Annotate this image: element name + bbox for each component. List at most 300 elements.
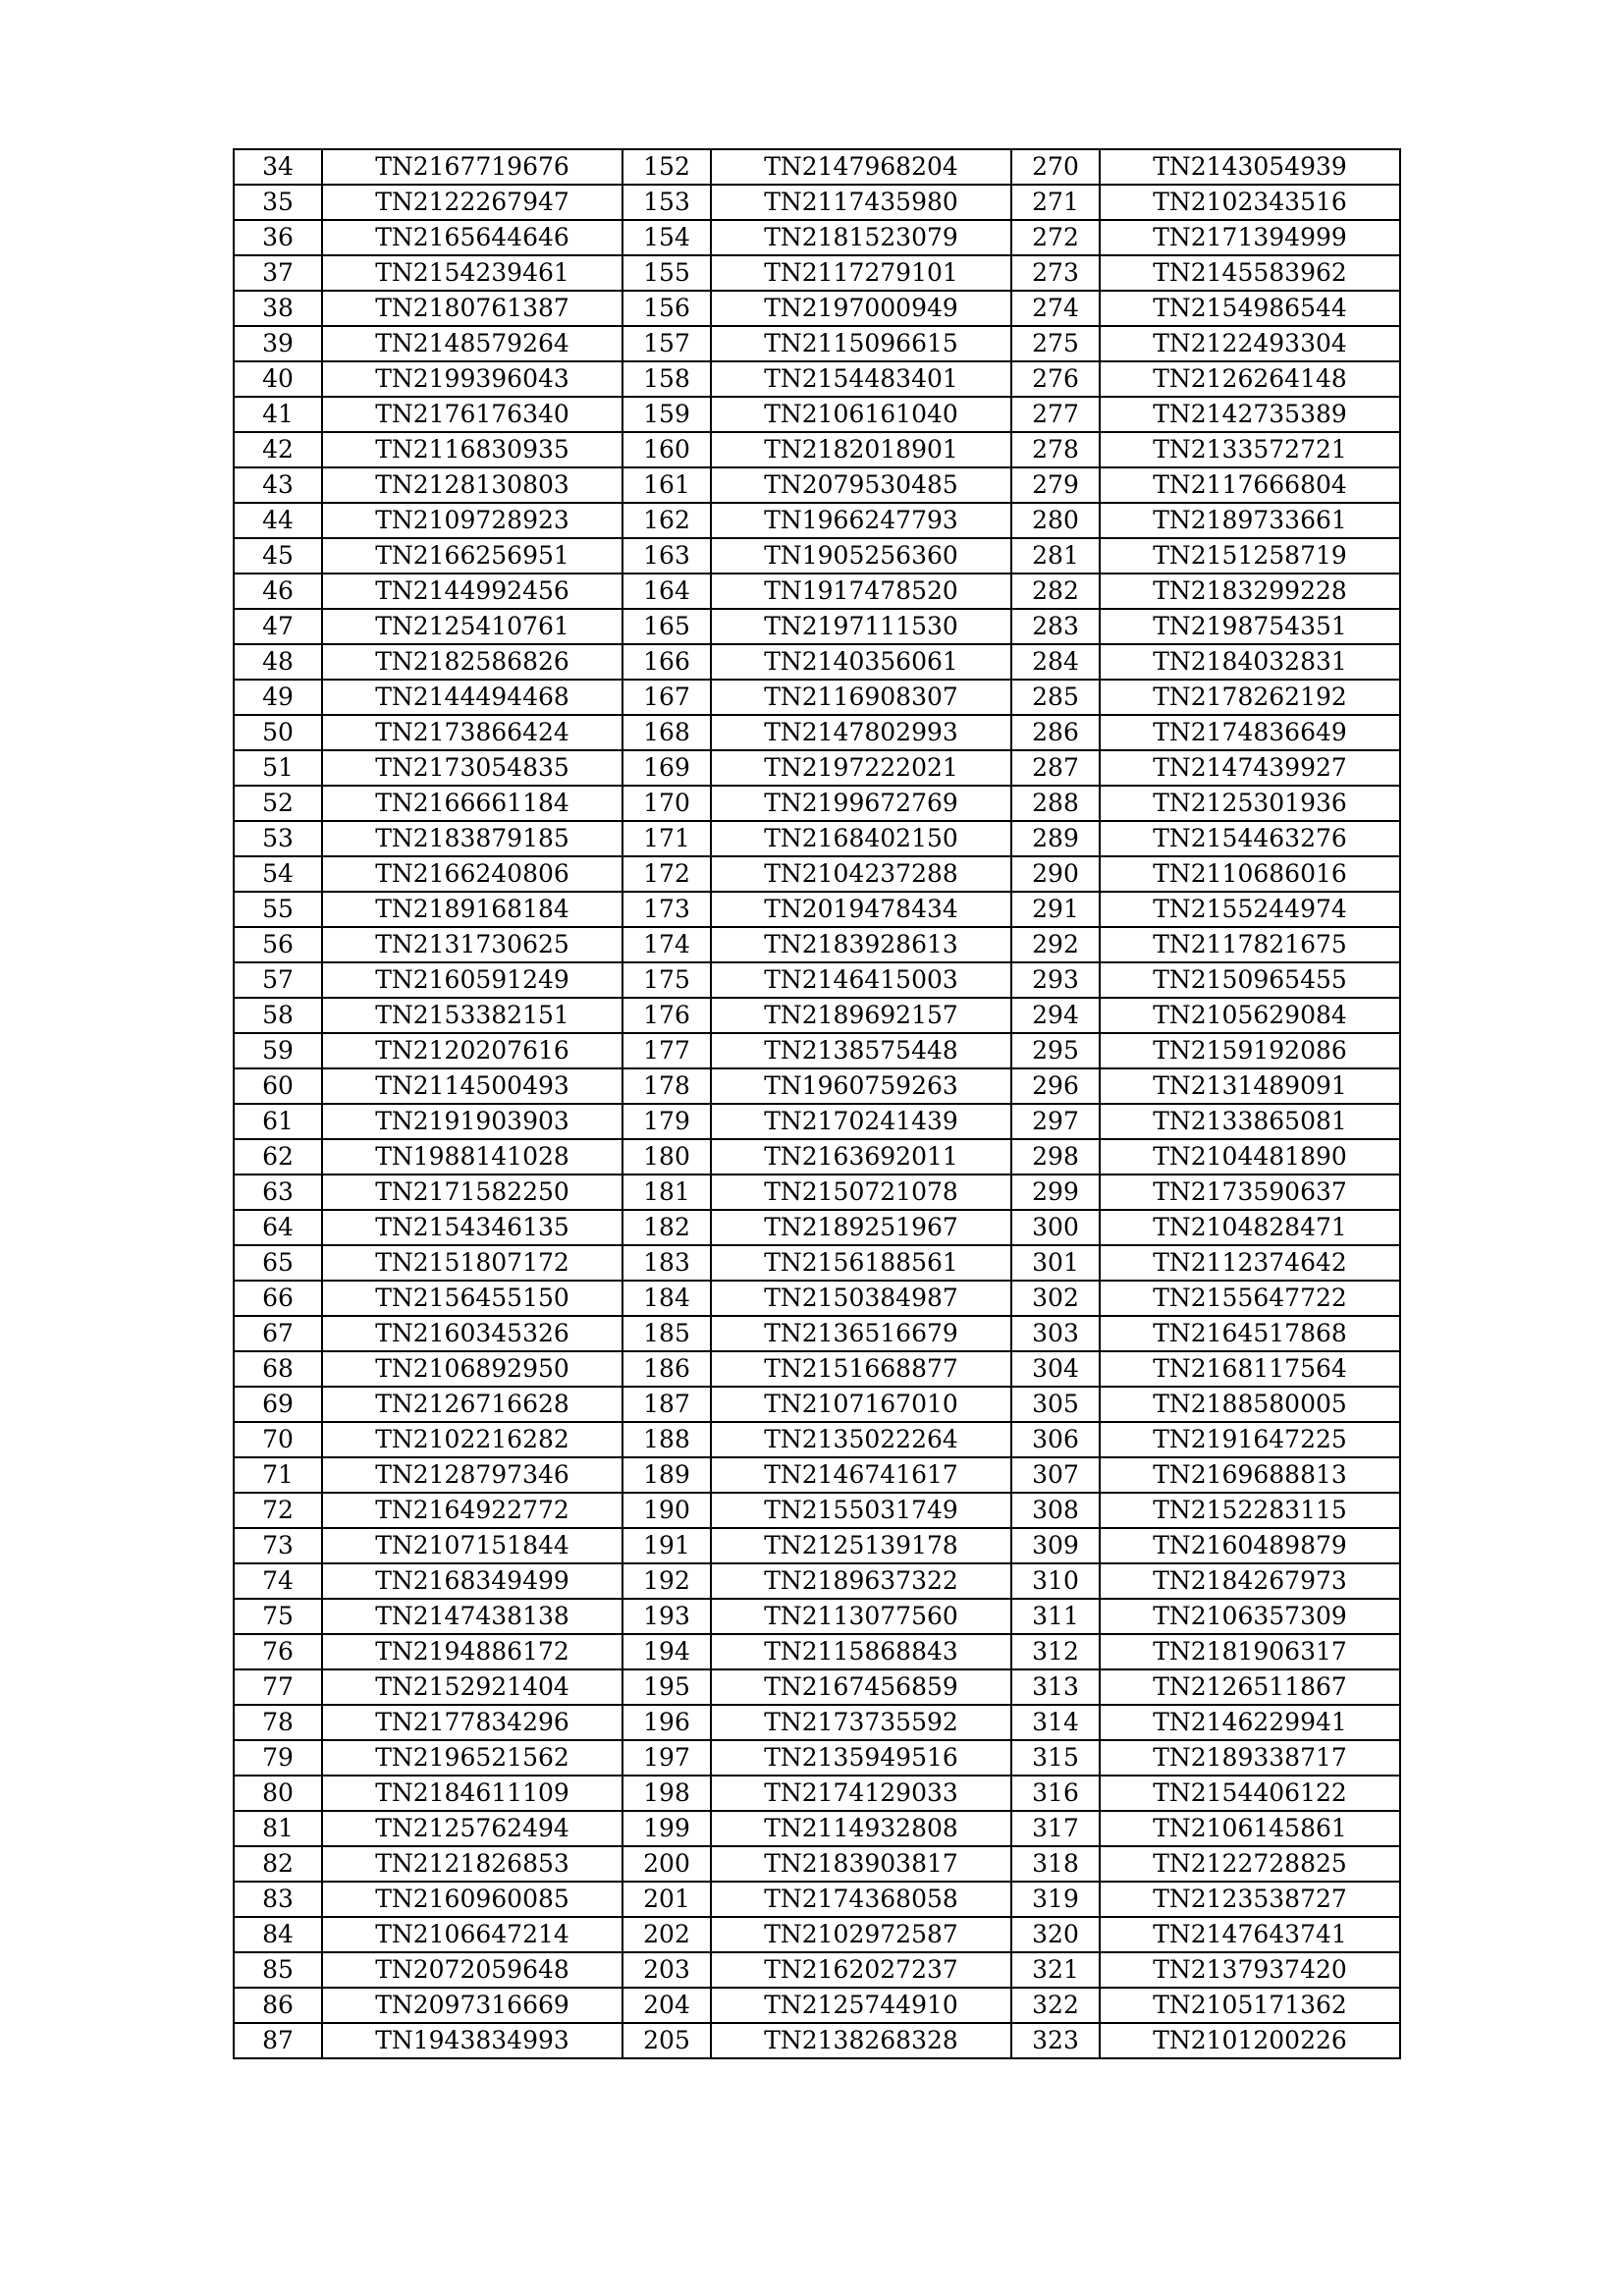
table-row — [234, 750, 1400, 786]
table-row — [234, 503, 1400, 538]
tracking-code-cell: TN2102216282 — [322, 1422, 622, 1457]
tracking-code-cell: TN2189637322 — [711, 1563, 1011, 1599]
tracking-code-cell: TN2101200226 — [1100, 2023, 1400, 2058]
table-row — [234, 1669, 1400, 1705]
tracking-code-cell: TN2150384987 — [711, 1281, 1011, 1316]
row-number-cell: 171 — [622, 821, 711, 856]
row-number-cell: 286 — [1011, 715, 1100, 750]
tracking-code-cell: TN1917478520 — [711, 574, 1011, 609]
row-number-cell: 200 — [622, 1846, 711, 1882]
row-number-cell: 73 — [234, 1528, 322, 1563]
tracking-code-cell: TN2104237288 — [711, 856, 1011, 892]
row-number-cell: 285 — [1011, 680, 1100, 715]
row-number-cell: 47 — [234, 609, 322, 644]
row-number-cell: 307 — [1011, 1457, 1100, 1493]
tracking-code-cell: TN2125139178 — [711, 1528, 1011, 1563]
tracking-code-cell: TN2110686016 — [1100, 856, 1400, 892]
table-row — [234, 361, 1400, 397]
row-number-cell: 323 — [1011, 2023, 1100, 2058]
tracking-code-cell: TN2156455150 — [322, 1281, 622, 1316]
row-number-cell: 76 — [234, 1634, 322, 1669]
tracking-code-cell: TN2173735592 — [711, 1705, 1011, 1740]
tracking-code-cell: TN2155647722 — [1100, 1281, 1400, 1316]
tracking-code-cell: TN2154239461 — [322, 255, 622, 291]
row-number-cell: 57 — [234, 962, 322, 998]
row-number-cell: 161 — [622, 467, 711, 503]
tracking-code-cell: TN2188580005 — [1100, 1387, 1400, 1422]
row-number-cell: 63 — [234, 1175, 322, 1210]
row-number-cell: 319 — [1011, 1882, 1100, 1917]
tracking-code-cell: TN2178262192 — [1100, 680, 1400, 715]
row-number-cell: 34 — [234, 149, 322, 185]
row-number-cell: 284 — [1011, 644, 1100, 680]
tracking-code-cell: TN2148579264 — [322, 326, 622, 361]
row-number-cell: 48 — [234, 644, 322, 680]
row-number-cell: 308 — [1011, 1493, 1100, 1528]
tracking-code-cell: TN2173866424 — [322, 715, 622, 750]
row-number-cell: 317 — [1011, 1811, 1100, 1846]
tracking-code-cell: TN2143054939 — [1100, 149, 1400, 185]
table-row — [234, 1599, 1400, 1634]
tracking-code-cell: TN2189338717 — [1100, 1740, 1400, 1776]
tracking-code-cell: TN2150721078 — [711, 1175, 1011, 1210]
tracking-code-cell: TN2154483401 — [711, 361, 1011, 397]
row-number-cell: 293 — [1011, 962, 1100, 998]
tracking-code-cell: TN2191903903 — [322, 1104, 622, 1139]
tracking-code-cell: TN2177834296 — [322, 1705, 622, 1740]
row-number-cell: 274 — [1011, 291, 1100, 326]
tracking-code-cell: TN2166256951 — [322, 538, 622, 574]
row-number-cell: 288 — [1011, 786, 1100, 821]
row-number-cell: 81 — [234, 1811, 322, 1846]
row-number-cell: 176 — [622, 998, 711, 1033]
row-number-cell: 190 — [622, 1493, 711, 1528]
table-row — [234, 1175, 1400, 1210]
tracking-code-cell: TN2184267973 — [1100, 1563, 1400, 1599]
tracking-code-cell: TN2116830935 — [322, 432, 622, 467]
tracking-code-cell: TN2194886172 — [322, 1634, 622, 1669]
tracking-code-cell: TN1943834993 — [322, 2023, 622, 2058]
tracking-code-cell: TN2131489091 — [1100, 1068, 1400, 1104]
row-number-cell: 301 — [1011, 1245, 1100, 1281]
table-row — [234, 1316, 1400, 1351]
tracking-code-cell: TN2126264148 — [1100, 361, 1400, 397]
tracking-code-cell: TN1905256360 — [711, 538, 1011, 574]
tracking-code-cell: TN2123538727 — [1100, 1882, 1400, 1917]
row-number-cell: 154 — [622, 220, 711, 255]
tracking-code-cell: TN2142735389 — [1100, 397, 1400, 432]
table-row — [234, 255, 1400, 291]
row-number-cell: 65 — [234, 1245, 322, 1281]
row-number-cell: 71 — [234, 1457, 322, 1493]
tracking-code-cell: TN2181906317 — [1100, 1634, 1400, 1669]
table-row — [234, 185, 1400, 220]
row-number-cell: 175 — [622, 962, 711, 998]
row-number-cell: 306 — [1011, 1422, 1100, 1457]
tracking-code-cell: TN2153382151 — [322, 998, 622, 1033]
tracking-code-cell: TN2160345326 — [322, 1316, 622, 1351]
tracking-code-cell: TN2105629084 — [1100, 998, 1400, 1033]
row-number-cell: 305 — [1011, 1387, 1100, 1422]
row-number-cell: 61 — [234, 1104, 322, 1139]
tracking-code-cell: TN2189733661 — [1100, 503, 1400, 538]
tracking-code-cell: TN2144992456 — [322, 574, 622, 609]
row-number-cell: 78 — [234, 1705, 322, 1740]
table-row — [234, 1033, 1400, 1068]
tracking-code-cell: TN2173054835 — [322, 750, 622, 786]
tracking-code-cell: TN2166240806 — [322, 856, 622, 892]
tracking-code-cell: TN2125744910 — [711, 1988, 1011, 2023]
tracking-code-cell: TN2197111530 — [711, 609, 1011, 644]
row-number-cell: 56 — [234, 927, 322, 962]
row-number-cell: 162 — [622, 503, 711, 538]
row-number-cell: 185 — [622, 1316, 711, 1351]
row-number-cell: 291 — [1011, 892, 1100, 927]
tracking-code-cell: TN2169688813 — [1100, 1457, 1400, 1493]
row-number-cell: 44 — [234, 503, 322, 538]
tracking-code-cell: TN2079530485 — [711, 467, 1011, 503]
row-number-cell: 290 — [1011, 856, 1100, 892]
row-number-cell: 191 — [622, 1528, 711, 1563]
tracking-code-cell: TN2150965455 — [1100, 962, 1400, 998]
tracking-code-cell: TN2171582250 — [322, 1175, 622, 1210]
tracking-code-cell: TN2117279101 — [711, 255, 1011, 291]
tracking-code-cell: TN2167456859 — [711, 1669, 1011, 1705]
tracking-code-cell: TN2109728923 — [322, 503, 622, 538]
tracking-code-cell: TN2126716628 — [322, 1387, 622, 1422]
row-number-cell: 178 — [622, 1068, 711, 1104]
tracking-code-cell: TN2152921404 — [322, 1669, 622, 1705]
tracking-code-cell: TN2183879185 — [322, 821, 622, 856]
tracking-code-cell: TN2173590637 — [1100, 1175, 1400, 1210]
table-row — [234, 432, 1400, 467]
row-number-cell: 205 — [622, 2023, 711, 2058]
tracking-code-cell: TN2168349499 — [322, 1563, 622, 1599]
row-number-cell: 309 — [1011, 1528, 1100, 1563]
tracking-code-cell: TN2156188561 — [711, 1245, 1011, 1281]
row-number-cell: 158 — [622, 361, 711, 397]
table-row — [234, 715, 1400, 750]
row-number-cell: 87 — [234, 2023, 322, 2058]
table-row — [234, 1952, 1400, 1988]
tracking-code-cell: TN2196521562 — [322, 1740, 622, 1776]
tracking-code-cell: TN2120207616 — [322, 1033, 622, 1068]
row-number-cell: 82 — [234, 1846, 322, 1882]
row-number-cell: 155 — [622, 255, 711, 291]
tracking-code-cell: TN2128797346 — [322, 1457, 622, 1493]
row-number-cell: 198 — [622, 1776, 711, 1811]
tracking-code-cell: TN2147802993 — [711, 715, 1011, 750]
row-number-cell: 45 — [234, 538, 322, 574]
tracking-code-cell: TN2197000949 — [711, 291, 1011, 326]
row-number-cell: 279 — [1011, 467, 1100, 503]
row-number-cell: 42 — [234, 432, 322, 467]
row-number-cell: 85 — [234, 1952, 322, 1988]
tracking-code-cell: TN2116908307 — [711, 680, 1011, 715]
row-number-cell: 201 — [622, 1882, 711, 1917]
row-number-cell: 300 — [1011, 1210, 1100, 1245]
row-number-cell: 322 — [1011, 1988, 1100, 2023]
row-number-cell: 157 — [622, 326, 711, 361]
tracking-code-cell: TN2163692011 — [711, 1139, 1011, 1175]
tracking-code-cell: TN2147438138 — [322, 1599, 622, 1634]
tracking-code-cell: TN2154986544 — [1100, 291, 1400, 326]
table-row — [234, 538, 1400, 574]
row-number-cell: 314 — [1011, 1705, 1100, 1740]
row-number-cell: 52 — [234, 786, 322, 821]
row-number-cell: 312 — [1011, 1634, 1100, 1669]
tracking-code-cell: TN2146229941 — [1100, 1705, 1400, 1740]
tracking-code-cell: TN2102972587 — [711, 1917, 1011, 1952]
row-number-cell: 179 — [622, 1104, 711, 1139]
tracking-code-cell: TN2097316669 — [322, 1988, 622, 2023]
table-row — [234, 1281, 1400, 1316]
row-number-cell: 318 — [1011, 1846, 1100, 1882]
table-row — [234, 1776, 1400, 1811]
row-number-cell: 276 — [1011, 361, 1100, 397]
row-number-cell: 49 — [234, 680, 322, 715]
row-number-cell: 74 — [234, 1563, 322, 1599]
row-number-cell: 36 — [234, 220, 322, 255]
tracking-code-cell: TN2181523079 — [711, 220, 1011, 255]
tracking-code-cell: TN2121826853 — [322, 1846, 622, 1882]
table-row — [234, 1528, 1400, 1563]
tracking-code-cell: TN2183299228 — [1100, 574, 1400, 609]
tracking-code-cell: TN2160960085 — [322, 1882, 622, 1917]
tracking-code-cell: TN2184611109 — [322, 1776, 622, 1811]
tracking-code-cell: TN2182586826 — [322, 644, 622, 680]
tracking-code-cell: TN2176176340 — [322, 397, 622, 432]
table-row — [234, 644, 1400, 680]
row-number-cell: 303 — [1011, 1316, 1100, 1351]
row-number-cell: 283 — [1011, 609, 1100, 644]
row-number-cell: 316 — [1011, 1776, 1100, 1811]
row-number-cell: 77 — [234, 1669, 322, 1705]
tracking-code-cell: TN2147968204 — [711, 149, 1011, 185]
row-number-cell: 184 — [622, 1281, 711, 1316]
tracking-code-cell: TN2125410761 — [322, 609, 622, 644]
table-row — [234, 1351, 1400, 1387]
tracking-code-cell: TN2144494468 — [322, 680, 622, 715]
table-row — [234, 998, 1400, 1033]
row-number-cell: 183 — [622, 1245, 711, 1281]
tracking-code-cell: TN2135949516 — [711, 1740, 1011, 1776]
tracking-code-cell: TN2166661184 — [322, 786, 622, 821]
table-row — [234, 149, 1400, 185]
tracking-code-cell: TN2114500493 — [322, 1068, 622, 1104]
row-number-cell: 37 — [234, 255, 322, 291]
row-number-cell: 271 — [1011, 185, 1100, 220]
tracking-code-cell: TN2184032831 — [1100, 644, 1400, 680]
row-number-cell: 298 — [1011, 1139, 1100, 1175]
tracking-code-cell: TN2106357309 — [1100, 1599, 1400, 1634]
row-number-cell: 295 — [1011, 1033, 1100, 1068]
row-number-cell: 294 — [1011, 998, 1100, 1033]
row-number-cell: 165 — [622, 609, 711, 644]
tracking-code-cell: TN2128130803 — [322, 467, 622, 503]
row-number-cell: 296 — [1011, 1068, 1100, 1104]
table-row — [234, 927, 1400, 962]
tracking-code-cell: TN2183903817 — [711, 1846, 1011, 1882]
table-row — [234, 1104, 1400, 1139]
row-number-cell: 59 — [234, 1033, 322, 1068]
tracking-code-cell: TN2135022264 — [711, 1422, 1011, 1457]
tracking-code-cell: TN2151807172 — [322, 1245, 622, 1281]
row-number-cell: 313 — [1011, 1669, 1100, 1705]
row-number-cell: 46 — [234, 574, 322, 609]
table-row — [234, 1068, 1400, 1104]
tracking-code-cell: TN2106161040 — [711, 397, 1011, 432]
tracking-code-cell: TN2171394999 — [1100, 220, 1400, 255]
row-number-cell: 194 — [622, 1634, 711, 1669]
row-number-cell: 152 — [622, 149, 711, 185]
table-row — [234, 1245, 1400, 1281]
row-number-cell: 54 — [234, 856, 322, 892]
tracking-code-cell: TN2131730625 — [322, 927, 622, 962]
row-number-cell: 168 — [622, 715, 711, 750]
row-number-cell: 174 — [622, 927, 711, 962]
tracking-code-cell: TN2180761387 — [322, 291, 622, 326]
table-row — [234, 220, 1400, 255]
table-row — [234, 1634, 1400, 1669]
row-number-cell: 315 — [1011, 1740, 1100, 1776]
tracking-code-cell: TN2164517868 — [1100, 1316, 1400, 1351]
tracking-code-cell: TN1988141028 — [322, 1139, 622, 1175]
tracking-code-cell: TN2102343516 — [1100, 185, 1400, 220]
row-number-cell: 163 — [622, 538, 711, 574]
tracking-code-cell: TN2189168184 — [322, 892, 622, 927]
tracking-code-cell: TN2117435980 — [711, 185, 1011, 220]
row-number-cell: 304 — [1011, 1351, 1100, 1387]
tracking-code-cell: TN2191647225 — [1100, 1422, 1400, 1457]
tracking-code-cell: TN2183928613 — [711, 927, 1011, 962]
tracking-code-cell: TN2198754351 — [1100, 609, 1400, 644]
tracking-code-cell: TN2125301936 — [1100, 786, 1400, 821]
row-number-cell: 167 — [622, 680, 711, 715]
row-number-cell: 197 — [622, 1740, 711, 1776]
table-row — [234, 786, 1400, 821]
tracking-code-cell: TN2154406122 — [1100, 1776, 1400, 1811]
row-number-cell: 182 — [622, 1210, 711, 1245]
tracking-code-cell: TN2114932808 — [711, 1811, 1011, 1846]
row-number-cell: 86 — [234, 1988, 322, 2023]
row-number-cell: 169 — [622, 750, 711, 786]
row-number-cell: 70 — [234, 1422, 322, 1457]
tracking-code-cell: TN2125762494 — [322, 1811, 622, 1846]
tracking-code-cell: TN2199672769 — [711, 786, 1011, 821]
row-number-cell: 35 — [234, 185, 322, 220]
tracking-code-cell: TN2122728825 — [1100, 1846, 1400, 1882]
row-number-cell: 170 — [622, 786, 711, 821]
tracking-code-cell: TN2133865081 — [1100, 1104, 1400, 1139]
row-number-cell: 273 — [1011, 255, 1100, 291]
tracking-code-cell: TN2106647214 — [322, 1917, 622, 1952]
row-number-cell: 202 — [622, 1917, 711, 1952]
table-row — [234, 1811, 1400, 1846]
table-row — [234, 574, 1400, 609]
row-number-cell: 153 — [622, 185, 711, 220]
table-row — [234, 1563, 1400, 1599]
tracking-code-cell: TN2107167010 — [711, 1387, 1011, 1422]
row-number-cell: 67 — [234, 1316, 322, 1351]
table-row — [234, 1210, 1400, 1245]
table-row — [234, 397, 1400, 432]
tracking-code-cell: TN2147643741 — [1100, 1917, 1400, 1952]
tracking-code-cell: TN2154463276 — [1100, 821, 1400, 856]
tracking-code-cell: TN2164922772 — [322, 1493, 622, 1528]
tracking-code-cell: TN2115868843 — [711, 1634, 1011, 1669]
row-number-cell: 292 — [1011, 927, 1100, 962]
tracking-code-cell: TN1960759263 — [711, 1068, 1011, 1104]
row-number-cell: 51 — [234, 750, 322, 786]
tracking-code-cell: TN2126511867 — [1100, 1669, 1400, 1705]
table-row — [234, 1493, 1400, 1528]
tracking-code-cell: TN2159192086 — [1100, 1033, 1400, 1068]
table-row — [234, 609, 1400, 644]
row-number-cell: 299 — [1011, 1175, 1100, 1210]
row-number-cell: 41 — [234, 397, 322, 432]
row-number-cell: 166 — [622, 644, 711, 680]
tracking-code-cell: TN2182018901 — [711, 432, 1011, 467]
row-number-cell: 75 — [234, 1599, 322, 1634]
tracking-code-cell: TN2106892950 — [322, 1351, 622, 1387]
row-number-cell: 320 — [1011, 1917, 1100, 1952]
table-row — [234, 1422, 1400, 1457]
row-number-cell: 311 — [1011, 1599, 1100, 1634]
row-number-cell: 64 — [234, 1210, 322, 1245]
table-row — [234, 680, 1400, 715]
tracking-code-cell: TN2138575448 — [711, 1033, 1011, 1068]
row-number-cell: 58 — [234, 998, 322, 1033]
tracking-code-cell: TN2145583962 — [1100, 255, 1400, 291]
tracking-code-cell: TN2137937420 — [1100, 1952, 1400, 1988]
table-row — [234, 1705, 1400, 1740]
row-number-cell: 40 — [234, 361, 322, 397]
row-number-cell: 277 — [1011, 397, 1100, 432]
tracking-code-cell: TN2112374642 — [1100, 1245, 1400, 1281]
tracking-code-cell: TN2174368058 — [711, 1882, 1011, 1917]
row-number-cell: 60 — [234, 1068, 322, 1104]
tracking-code-cell: TN2168117564 — [1100, 1351, 1400, 1387]
row-number-cell: 195 — [622, 1669, 711, 1705]
row-number-cell: 204 — [622, 1988, 711, 2023]
tracking-code-cell: TN2165644646 — [322, 220, 622, 255]
table-row — [234, 467, 1400, 503]
row-number-cell: 282 — [1011, 574, 1100, 609]
tracking-code-cell: TN2106145861 — [1100, 1811, 1400, 1846]
tracking-code-cell: TN2146741617 — [711, 1457, 1011, 1493]
tracking-code-cell: TN2160489879 — [1100, 1528, 1400, 1563]
tracking-code-cell: TN2167719676 — [322, 149, 622, 185]
row-number-cell: 181 — [622, 1175, 711, 1210]
table-row — [234, 1988, 1400, 2023]
row-number-cell: 39 — [234, 326, 322, 361]
table-row — [234, 1387, 1400, 1422]
tracking-number-table — [233, 148, 1401, 2059]
table-row — [234, 892, 1400, 927]
row-number-cell: 297 — [1011, 1104, 1100, 1139]
table-row — [234, 291, 1400, 326]
tracking-code-cell: TN2104481890 — [1100, 1139, 1400, 1175]
table-row — [234, 1139, 1400, 1175]
tracking-code-cell: TN2122267947 — [322, 185, 622, 220]
row-number-cell: 164 — [622, 574, 711, 609]
tracking-code-cell: TN2117821675 — [1100, 927, 1400, 962]
tracking-code-cell: TN2162027237 — [711, 1952, 1011, 1988]
row-number-cell: 43 — [234, 467, 322, 503]
tracking-code-cell: TN2019478434 — [711, 892, 1011, 927]
tracking-code-cell: TN2115096615 — [711, 326, 1011, 361]
